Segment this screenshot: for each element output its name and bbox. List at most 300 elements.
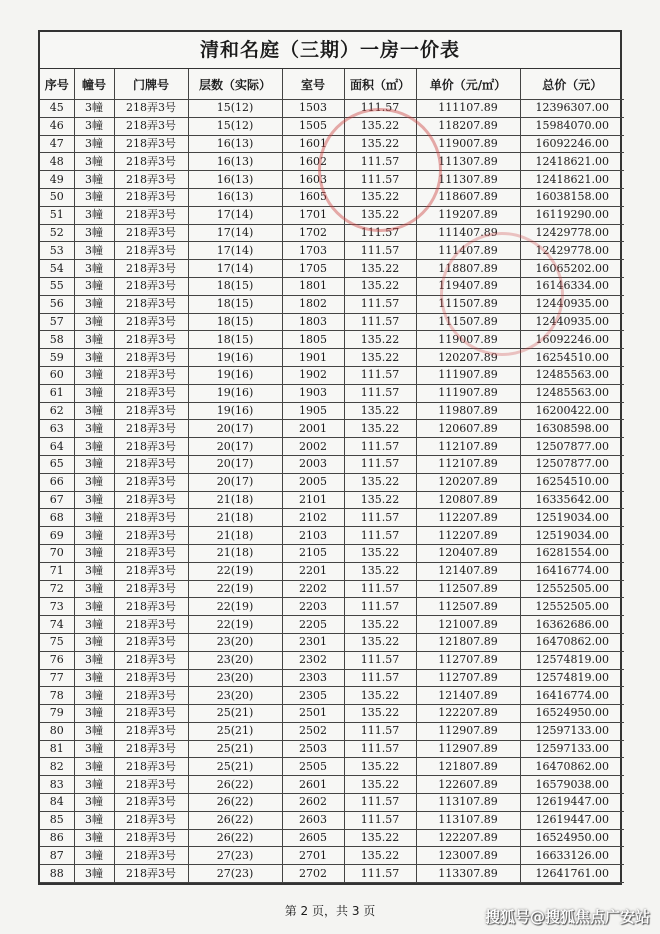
cell-building: 3幢 [74,277,114,295]
cell-address: 218弄3号 [114,402,188,420]
cell-floor: 19(16) [188,384,282,402]
cell-total-price: 16362686.00 [520,616,624,634]
cell-address: 218弄3号 [114,277,188,295]
col-header: 总价（元） [520,69,624,100]
cell-room: 2602 [282,794,344,812]
table-row [40,153,624,171]
cell-unit-price: 111907.89 [416,384,520,402]
cell-area: 135.22 [344,491,416,509]
table-row [40,776,624,794]
cell-index: 87 [40,847,74,865]
cell-area: 111.57 [344,651,416,669]
cell-total-price: 16254510.00 [520,473,624,491]
cell-floor: 18(15) [188,295,282,313]
cell-total-price: 12574819.00 [520,651,624,669]
cell-floor: 19(16) [188,366,282,384]
cell-address: 218弄3号 [114,117,188,135]
cell-area: 111.57 [344,153,416,171]
cell-address: 218弄3号 [114,616,188,634]
cell-room: 1903 [282,384,344,402]
cell-area: 111.57 [344,171,416,189]
cell-floor: 26(22) [188,794,282,812]
cell-room: 2001 [282,420,344,438]
cell-index: 61 [40,384,74,402]
table-row [40,188,624,206]
cell-room: 1705 [282,260,344,278]
cell-total-price: 16416774.00 [520,687,624,705]
cell-index: 75 [40,633,74,651]
table-row [40,580,624,598]
cell-room: 1802 [282,295,344,313]
cell-area: 135.22 [344,705,416,723]
cell-total-price: 16254510.00 [520,349,624,367]
cell-floor: 16(13) [188,153,282,171]
cell-index: 53 [40,242,74,260]
cell-area: 135.22 [344,402,416,420]
cell-area: 111.57 [344,598,416,616]
cell-unit-price: 113307.89 [416,865,520,883]
cell-total-price: 12641761.00 [520,865,624,883]
cell-index: 81 [40,740,74,758]
cell-unit-price: 111507.89 [416,295,520,313]
cell-area: 111.57 [344,224,416,242]
cell-address: 218弄3号 [114,794,188,812]
cell-total-price: 16633126.00 [520,847,624,865]
cell-building: 3幢 [74,669,114,687]
price-table [40,69,624,883]
table-row [40,829,624,847]
cell-room: 2302 [282,651,344,669]
cell-area: 111.57 [344,438,416,456]
cell-unit-price: 119007.89 [416,331,520,349]
cell-index: 60 [40,366,74,384]
cell-index: 76 [40,651,74,669]
cell-area: 111.57 [344,295,416,313]
cell-address: 218弄3号 [114,295,188,313]
price-sheet [38,30,622,885]
cell-building: 3幢 [74,313,114,331]
cell-floor: 20(17) [188,455,282,473]
cell-unit-price: 119407.89 [416,277,520,295]
cell-unit-price: 121007.89 [416,616,520,634]
cell-room: 2501 [282,705,344,723]
cell-room: 1505 [282,117,344,135]
cell-area: 135.22 [344,633,416,651]
cell-floor: 21(18) [188,544,282,562]
table-row [40,455,624,473]
source-watermark: 搜狐号@搜狐焦点广安站 [484,908,650,926]
cell-unit-price: 112507.89 [416,580,520,598]
cell-floor: 22(19) [188,616,282,634]
cell-area: 111.57 [344,669,416,687]
cell-building: 3幢 [74,384,114,402]
cell-building: 3幢 [74,616,114,634]
table-row [40,509,624,527]
cell-building: 3幢 [74,366,114,384]
cell-unit-price: 121407.89 [416,687,520,705]
page-number: 第 2 页，共 3 页 [284,904,376,918]
table-row [40,224,624,242]
cell-unit-price: 120607.89 [416,420,520,438]
cell-room: 1803 [282,313,344,331]
table-row [40,794,624,812]
cell-building: 3幢 [74,509,114,527]
cell-index: 49 [40,171,74,189]
cell-unit-price: 120807.89 [416,491,520,509]
cell-unit-price: 121407.89 [416,562,520,580]
cell-room: 2502 [282,722,344,740]
cell-address: 218弄3号 [114,135,188,153]
cell-room: 2601 [282,776,344,794]
col-header: 层数（实际） [188,69,282,100]
cell-room: 2201 [282,562,344,580]
table-row [40,420,624,438]
cell-index: 48 [40,153,74,171]
cell-room: 1605 [282,188,344,206]
cell-total-price: 12552505.00 [520,580,624,598]
cell-room: 2101 [282,491,344,509]
cell-index: 51 [40,206,74,224]
cell-total-price: 16065202.00 [520,260,624,278]
cell-total-price: 16038158.00 [520,188,624,206]
cell-area: 135.22 [344,260,416,278]
cell-index: 54 [40,260,74,278]
cell-building: 3幢 [74,651,114,669]
cell-total-price: 16092246.00 [520,331,624,349]
cell-unit-price: 119207.89 [416,206,520,224]
cell-floor: 17(14) [188,206,282,224]
table-row [40,705,624,723]
cell-index: 83 [40,776,74,794]
cell-building: 3幢 [74,260,114,278]
cell-address: 218弄3号 [114,544,188,562]
cell-floor: 17(14) [188,242,282,260]
cell-building: 3幢 [74,794,114,812]
cell-floor: 20(17) [188,438,282,456]
table-row [40,758,624,776]
cell-index: 52 [40,224,74,242]
cell-total-price: 15984070.00 [520,117,624,135]
cell-index: 78 [40,687,74,705]
cell-area: 135.22 [344,616,416,634]
table-row [40,117,624,135]
cell-building: 3幢 [74,420,114,438]
cell-unit-price: 118607.89 [416,188,520,206]
cell-unit-price: 118807.89 [416,260,520,278]
cell-address: 218弄3号 [114,420,188,438]
cell-area: 111.57 [344,242,416,260]
cell-total-price: 16470862.00 [520,758,624,776]
cell-address: 218弄3号 [114,171,188,189]
col-header: 单价（元/㎡） [416,69,520,100]
cell-index: 56 [40,295,74,313]
cell-floor: 20(17) [188,473,282,491]
cell-building: 3幢 [74,224,114,242]
cell-unit-price: 111407.89 [416,242,520,260]
cell-building: 3幢 [74,811,114,829]
col-header: 室号 [282,69,344,100]
cell-building: 3幢 [74,544,114,562]
cell-room: 2301 [282,633,344,651]
table-row [40,544,624,562]
cell-index: 50 [40,188,74,206]
cell-building: 3幢 [74,740,114,758]
table-row [40,260,624,278]
cell-unit-price: 112507.89 [416,598,520,616]
cell-unit-price: 111307.89 [416,153,520,171]
cell-address: 218弄3号 [114,865,188,883]
cell-building: 3幢 [74,295,114,313]
cell-unit-price: 122207.89 [416,829,520,847]
table-row [40,366,624,384]
cell-floor: 25(21) [188,722,282,740]
cell-index: 88 [40,865,74,883]
cell-floor: 22(19) [188,598,282,616]
cell-room: 2702 [282,865,344,883]
cell-unit-price: 120207.89 [416,349,520,367]
cell-total-price: 12519034.00 [520,509,624,527]
cell-index: 57 [40,313,74,331]
cell-unit-price: 118207.89 [416,117,520,135]
cell-total-price: 12485563.00 [520,366,624,384]
cell-index: 63 [40,420,74,438]
cell-total-price: 12440935.00 [520,295,624,313]
cell-area: 111.57 [344,100,416,118]
cell-floor: 19(16) [188,402,282,420]
cell-unit-price: 122207.89 [416,705,520,723]
cell-building: 3幢 [74,100,114,118]
cell-unit-price: 123007.89 [416,847,520,865]
cell-floor: 22(19) [188,580,282,598]
cell-unit-price: 112907.89 [416,740,520,758]
table-row [40,171,624,189]
cell-total-price: 16092246.00 [520,135,624,153]
cell-total-price: 16335642.00 [520,491,624,509]
cell-total-price: 16579038.00 [520,776,624,794]
page-title: 清和名庭（三期）一房一价表 [40,32,620,69]
cell-room: 1902 [282,366,344,384]
cell-unit-price: 112107.89 [416,438,520,456]
cell-building: 3幢 [74,722,114,740]
cell-building: 3幢 [74,117,114,135]
cell-room: 1702 [282,224,344,242]
cell-room: 2505 [282,758,344,776]
cell-unit-price: 112107.89 [416,455,520,473]
cell-total-price: 12485563.00 [520,384,624,402]
cell-area: 135.22 [344,687,416,705]
cell-unit-price: 119807.89 [416,402,520,420]
cell-area: 111.57 [344,811,416,829]
cell-unit-price: 112707.89 [416,669,520,687]
table-row [40,313,624,331]
cell-address: 218弄3号 [114,722,188,740]
cell-index: 70 [40,544,74,562]
cell-total-price: 12418621.00 [520,171,624,189]
table-row [40,438,624,456]
cell-floor: 27(23) [188,865,282,883]
cell-total-price: 12597133.00 [520,722,624,740]
cell-floor: 23(20) [188,669,282,687]
cell-building: 3幢 [74,865,114,883]
cell-index: 74 [40,616,74,634]
cell-unit-price: 111507.89 [416,313,520,331]
cell-building: 3幢 [74,705,114,723]
cell-index: 55 [40,277,74,295]
cell-area: 135.22 [344,776,416,794]
cell-room: 1701 [282,206,344,224]
cell-floor: 16(13) [188,171,282,189]
cell-address: 218弄3号 [114,740,188,758]
cell-building: 3幢 [74,527,114,545]
cell-address: 218弄3号 [114,188,188,206]
cell-room: 2005 [282,473,344,491]
cell-unit-price: 120407.89 [416,544,520,562]
cell-room: 2103 [282,527,344,545]
cell-area: 135.22 [344,206,416,224]
cell-unit-price: 112207.89 [416,509,520,527]
cell-area: 135.22 [344,135,416,153]
cell-building: 3幢 [74,598,114,616]
cell-room: 1805 [282,331,344,349]
table-row [40,206,624,224]
cell-total-price: 16470862.00 [520,633,624,651]
table-row [40,669,624,687]
col-header: 幢号 [74,69,114,100]
cell-address: 218弄3号 [114,313,188,331]
cell-total-price: 12396307.00 [520,100,624,118]
cell-total-price: 12574819.00 [520,669,624,687]
cell-room: 2303 [282,669,344,687]
table-header-row [40,69,624,100]
cell-index: 66 [40,473,74,491]
cell-address: 218弄3号 [114,811,188,829]
cell-index: 71 [40,562,74,580]
table-row [40,651,624,669]
cell-area: 111.57 [344,455,416,473]
cell-address: 218弄3号 [114,758,188,776]
cell-total-price: 12597133.00 [520,740,624,758]
cell-address: 218弄3号 [114,206,188,224]
cell-index: 86 [40,829,74,847]
cell-unit-price: 113107.89 [416,794,520,812]
cell-room: 1503 [282,100,344,118]
cell-room: 2002 [282,438,344,456]
table-row [40,687,624,705]
cell-floor: 18(15) [188,331,282,349]
cell-index: 72 [40,580,74,598]
cell-area: 135.22 [344,544,416,562]
cell-address: 218弄3号 [114,598,188,616]
cell-floor: 21(18) [188,491,282,509]
cell-area: 135.22 [344,758,416,776]
cell-area: 135.22 [344,117,416,135]
cell-total-price: 16524950.00 [520,829,624,847]
cell-area: 111.57 [344,722,416,740]
table-body [40,100,624,883]
cell-total-price: 16281554.00 [520,544,624,562]
cell-area: 135.22 [344,277,416,295]
cell-total-price: 16200422.00 [520,402,624,420]
cell-room: 2203 [282,598,344,616]
cell-area: 111.57 [344,794,416,812]
cell-total-price: 12619447.00 [520,811,624,829]
table-row [40,633,624,651]
cell-total-price: 12418621.00 [520,153,624,171]
cell-address: 218弄3号 [114,260,188,278]
cell-address: 218弄3号 [114,331,188,349]
cell-index: 82 [40,758,74,776]
cell-address: 218弄3号 [114,384,188,402]
cell-index: 59 [40,349,74,367]
cell-building: 3幢 [74,135,114,153]
cell-building: 3幢 [74,455,114,473]
cell-address: 218弄3号 [114,438,188,456]
table-row [40,349,624,367]
cell-total-price: 12507877.00 [520,438,624,456]
cell-room: 2701 [282,847,344,865]
cell-index: 84 [40,794,74,812]
cell-index: 45 [40,100,74,118]
cell-building: 3幢 [74,562,114,580]
cell-building: 3幢 [74,847,114,865]
cell-index: 73 [40,598,74,616]
cell-room: 1905 [282,402,344,420]
table-row [40,384,624,402]
cell-room: 2503 [282,740,344,758]
cell-area: 111.57 [344,740,416,758]
cell-building: 3幢 [74,473,114,491]
cell-index: 65 [40,455,74,473]
cell-building: 3幢 [74,438,114,456]
cell-area: 135.22 [344,420,416,438]
cell-area: 111.57 [344,865,416,883]
cell-building: 3幢 [74,491,114,509]
cell-address: 218弄3号 [114,100,188,118]
table-row [40,562,624,580]
table-row [40,100,624,118]
cell-address: 218弄3号 [114,527,188,545]
cell-room: 2003 [282,455,344,473]
cell-building: 3幢 [74,153,114,171]
cell-address: 218弄3号 [114,829,188,847]
cell-index: 85 [40,811,74,829]
cell-unit-price: 122607.89 [416,776,520,794]
cell-total-price: 16524950.00 [520,705,624,723]
cell-room: 1602 [282,153,344,171]
cell-floor: 26(22) [188,829,282,847]
cell-unit-price: 119007.89 [416,135,520,153]
table-row [40,135,624,153]
cell-building: 3幢 [74,402,114,420]
cell-address: 218弄3号 [114,349,188,367]
cell-floor: 25(21) [188,758,282,776]
cell-index: 67 [40,491,74,509]
cell-index: 62 [40,402,74,420]
cell-index: 46 [40,117,74,135]
cell-area: 111.57 [344,527,416,545]
cell-floor: 23(20) [188,651,282,669]
cell-area: 111.57 [344,580,416,598]
cell-total-price: 12440935.00 [520,313,624,331]
cell-area: 135.22 [344,349,416,367]
cell-address: 218弄3号 [114,776,188,794]
cell-room: 2305 [282,687,344,705]
cell-index: 64 [40,438,74,456]
cell-building: 3幢 [74,633,114,651]
cell-unit-price: 120207.89 [416,473,520,491]
cell-index: 79 [40,705,74,723]
cell-room: 2603 [282,811,344,829]
